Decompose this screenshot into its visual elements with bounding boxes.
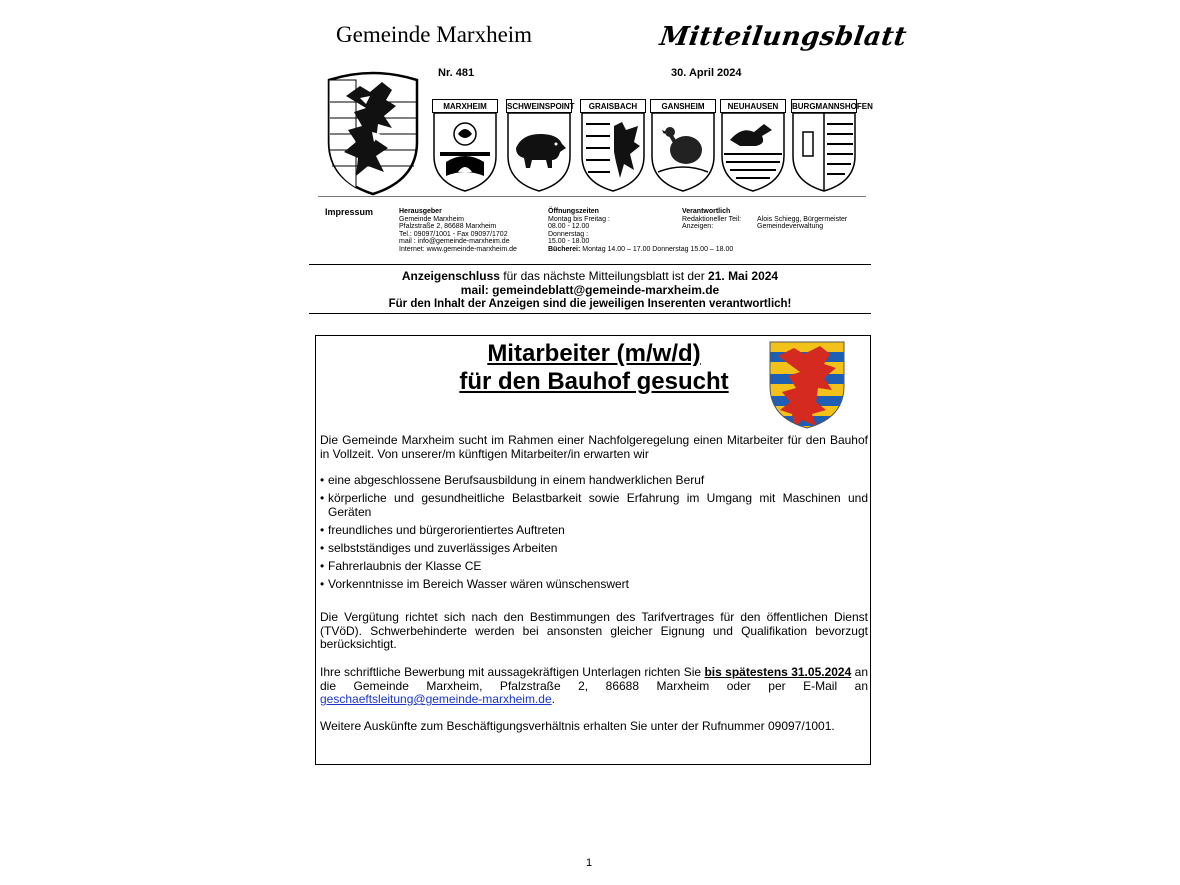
impressum-verantwortlich	[682, 208, 868, 231]
verantwortlich-label: Redaktioneller Teil:	[682, 215, 742, 223]
apply-deadline: bis spätestens 31.05.2024	[704, 665, 852, 679]
issue-number: Nr. 481	[438, 67, 475, 79]
crest-graisbach: GRAISBACH	[580, 99, 646, 191]
oeffnungszeiten-line: Montag bis Freitag :	[548, 215, 610, 223]
notice-email: mail: gemeindeblatt@gemeinde-marxheim.de	[460, 283, 720, 297]
verantwortlich-row	[682, 223, 868, 231]
verantwortlich-value: Gemeindeverwaltung	[757, 223, 824, 231]
buecherei-hours: Montag 14.00 – 17.00 Donnerstag 15.00 – 18.00	[582, 245, 734, 253]
contact-paragraph: Weitere Auskünfte zum Beschäftigungsverhältnis erhalten Sie unter der Rufnummer 09097/1001.	[320, 719, 835, 733]
herausgeber-line: Internet: www.gemeinde-marxheim.de	[399, 245, 517, 253]
herausgeber-line: Gemeinde Marxheim	[399, 215, 464, 223]
apply-end: .	[551, 692, 555, 706]
impressum-herausgeber	[399, 208, 539, 254]
salary-paragraph: Die Vergütung richtet sich nach den Bestimmungen des Tarifvertrages für den öffentlichen Dienst (TVöD). Schwerbehinderte werden bei ansonsten gleicher Eignung und Qualifikation bevorzugt berücksichtigt.	[320, 610, 868, 651]
list-item: • selbstständiges und zuverlässiges Arbeiten	[320, 540, 558, 555]
deadline-text: für das nächste Mitteilungsblatt ist der	[503, 269, 705, 283]
crest-gansheim: GANSHEIM	[650, 99, 716, 191]
page-number: 1	[586, 857, 593, 869]
eagle-crest-icon	[580, 112, 646, 192]
crest-neuhausen: NEUHAUSEN	[720, 99, 786, 191]
deadline-label: Anzeigenschluss	[401, 269, 500, 283]
impressum-divider	[309, 264, 871, 265]
header-divider	[318, 196, 866, 197]
crest-schweinspoint: SCHWEINSPOINT	[506, 99, 572, 191]
publication-title: Mitteilungsblatt	[657, 22, 909, 52]
herausgeber-line: Tel.: 09097/1001 - Fax 09097/1702	[399, 230, 508, 238]
deadline-line	[310, 269, 870, 283]
job-title-line-2: für den Bauhof gesucht	[459, 368, 729, 395]
list-item: • Fahrerlaubnis der Klasse CE	[320, 558, 482, 573]
deadline-date: 21. Mai 2024	[708, 269, 779, 283]
list-item: • eine abgeschlossene Berufsausbildung in einem handwerklichen Beruf	[320, 473, 705, 487]
goose-crest-icon	[650, 112, 716, 192]
list-item: • Vorkenntnisse im Bereich Wasser wären wünschenswert	[320, 576, 630, 591]
application-paragraph	[320, 666, 868, 707]
verantwortlich-row	[682, 216, 868, 224]
job-title-line-1: Mitarbeiter (m/w/d)	[487, 340, 701, 367]
verantwortlich-label: Anzeigen:	[682, 223, 714, 231]
application-email-link[interactable]: geschaeftsleitung@gemeinde-marxheim.de	[320, 692, 552, 706]
apply-address: an die Gemeinde Marxheim, Pfalzstraße 2, 86688 Marxheim oder per E-Mail an	[320, 665, 869, 693]
notice-divider	[309, 313, 871, 314]
marxheim-crest-icon	[432, 112, 498, 192]
issue-date: 30. April 2024	[671, 67, 742, 79]
boar-crest-icon	[506, 112, 572, 192]
marxheim-main-crest-icon	[326, 72, 420, 196]
ad-deadline-notice	[310, 269, 870, 311]
oeffnungszeiten-line: Donnerstag :	[548, 230, 589, 238]
burgmannshofen-crest-icon	[791, 112, 857, 192]
requirements-list	[320, 474, 868, 596]
buecherei-label: Bücherei:	[548, 245, 581, 253]
impressum-title: Impressum	[325, 207, 374, 217]
job-intro: Die Gemeinde Marxheim sucht im Rahmen einer Nachfolgeregelung einen Mitarbeiter für den Bauhof in Vollzeit. Von unserer/m künftigen Mitarbeiter/in erwarten wir	[320, 433, 868, 461]
list-item: • körperliche und gesundheitliche Belastbarkeit sowie Erfahrung im Umgang mit Maschinen und Geräten	[320, 491, 868, 519]
oeffnungszeiten-heading: Öffnungszeiten	[548, 208, 599, 215]
herausgeber-heading: Herausgeber	[399, 208, 442, 215]
crest-burgmannshofen: BURGMANNSHOFEN	[791, 99, 857, 191]
notice-disclaimer: Für den Inhalt der Anzeigen sind die jeweiligen Inserenten verantwortlich!	[388, 298, 792, 310]
verantwortlich-value: Alois Schiegg, Bürgermeister	[757, 215, 848, 223]
oeffnungszeiten-line: 08.00 - 12.00	[548, 223, 590, 231]
crest-marxheim: MARXHEIM	[432, 99, 498, 191]
neuhausen-crest-icon	[720, 112, 786, 192]
list-item: • freundliches und bürgerorientiertes Auftreten	[320, 522, 565, 537]
job-advertisement	[315, 335, 871, 765]
herausgeber-line: mail : info@gemeinde-marxheim.de	[399, 238, 510, 246]
herausgeber-line: Pfalzstraße 2, 86688 Marxheim	[399, 223, 497, 231]
marxheim-color-crest-icon	[768, 340, 846, 430]
verantwortlich-heading: Verantwortlich	[682, 208, 731, 215]
oeffnungszeiten-line: 15.00 - 18.00	[548, 238, 590, 246]
municipality-name: Gemeinde Marxheim	[336, 22, 533, 47]
apply-intro: Ihre schriftliche Bewerbung mit aussagekräftigen Unterlagen richten Sie	[320, 665, 702, 679]
buecherei-line	[548, 246, 748, 254]
